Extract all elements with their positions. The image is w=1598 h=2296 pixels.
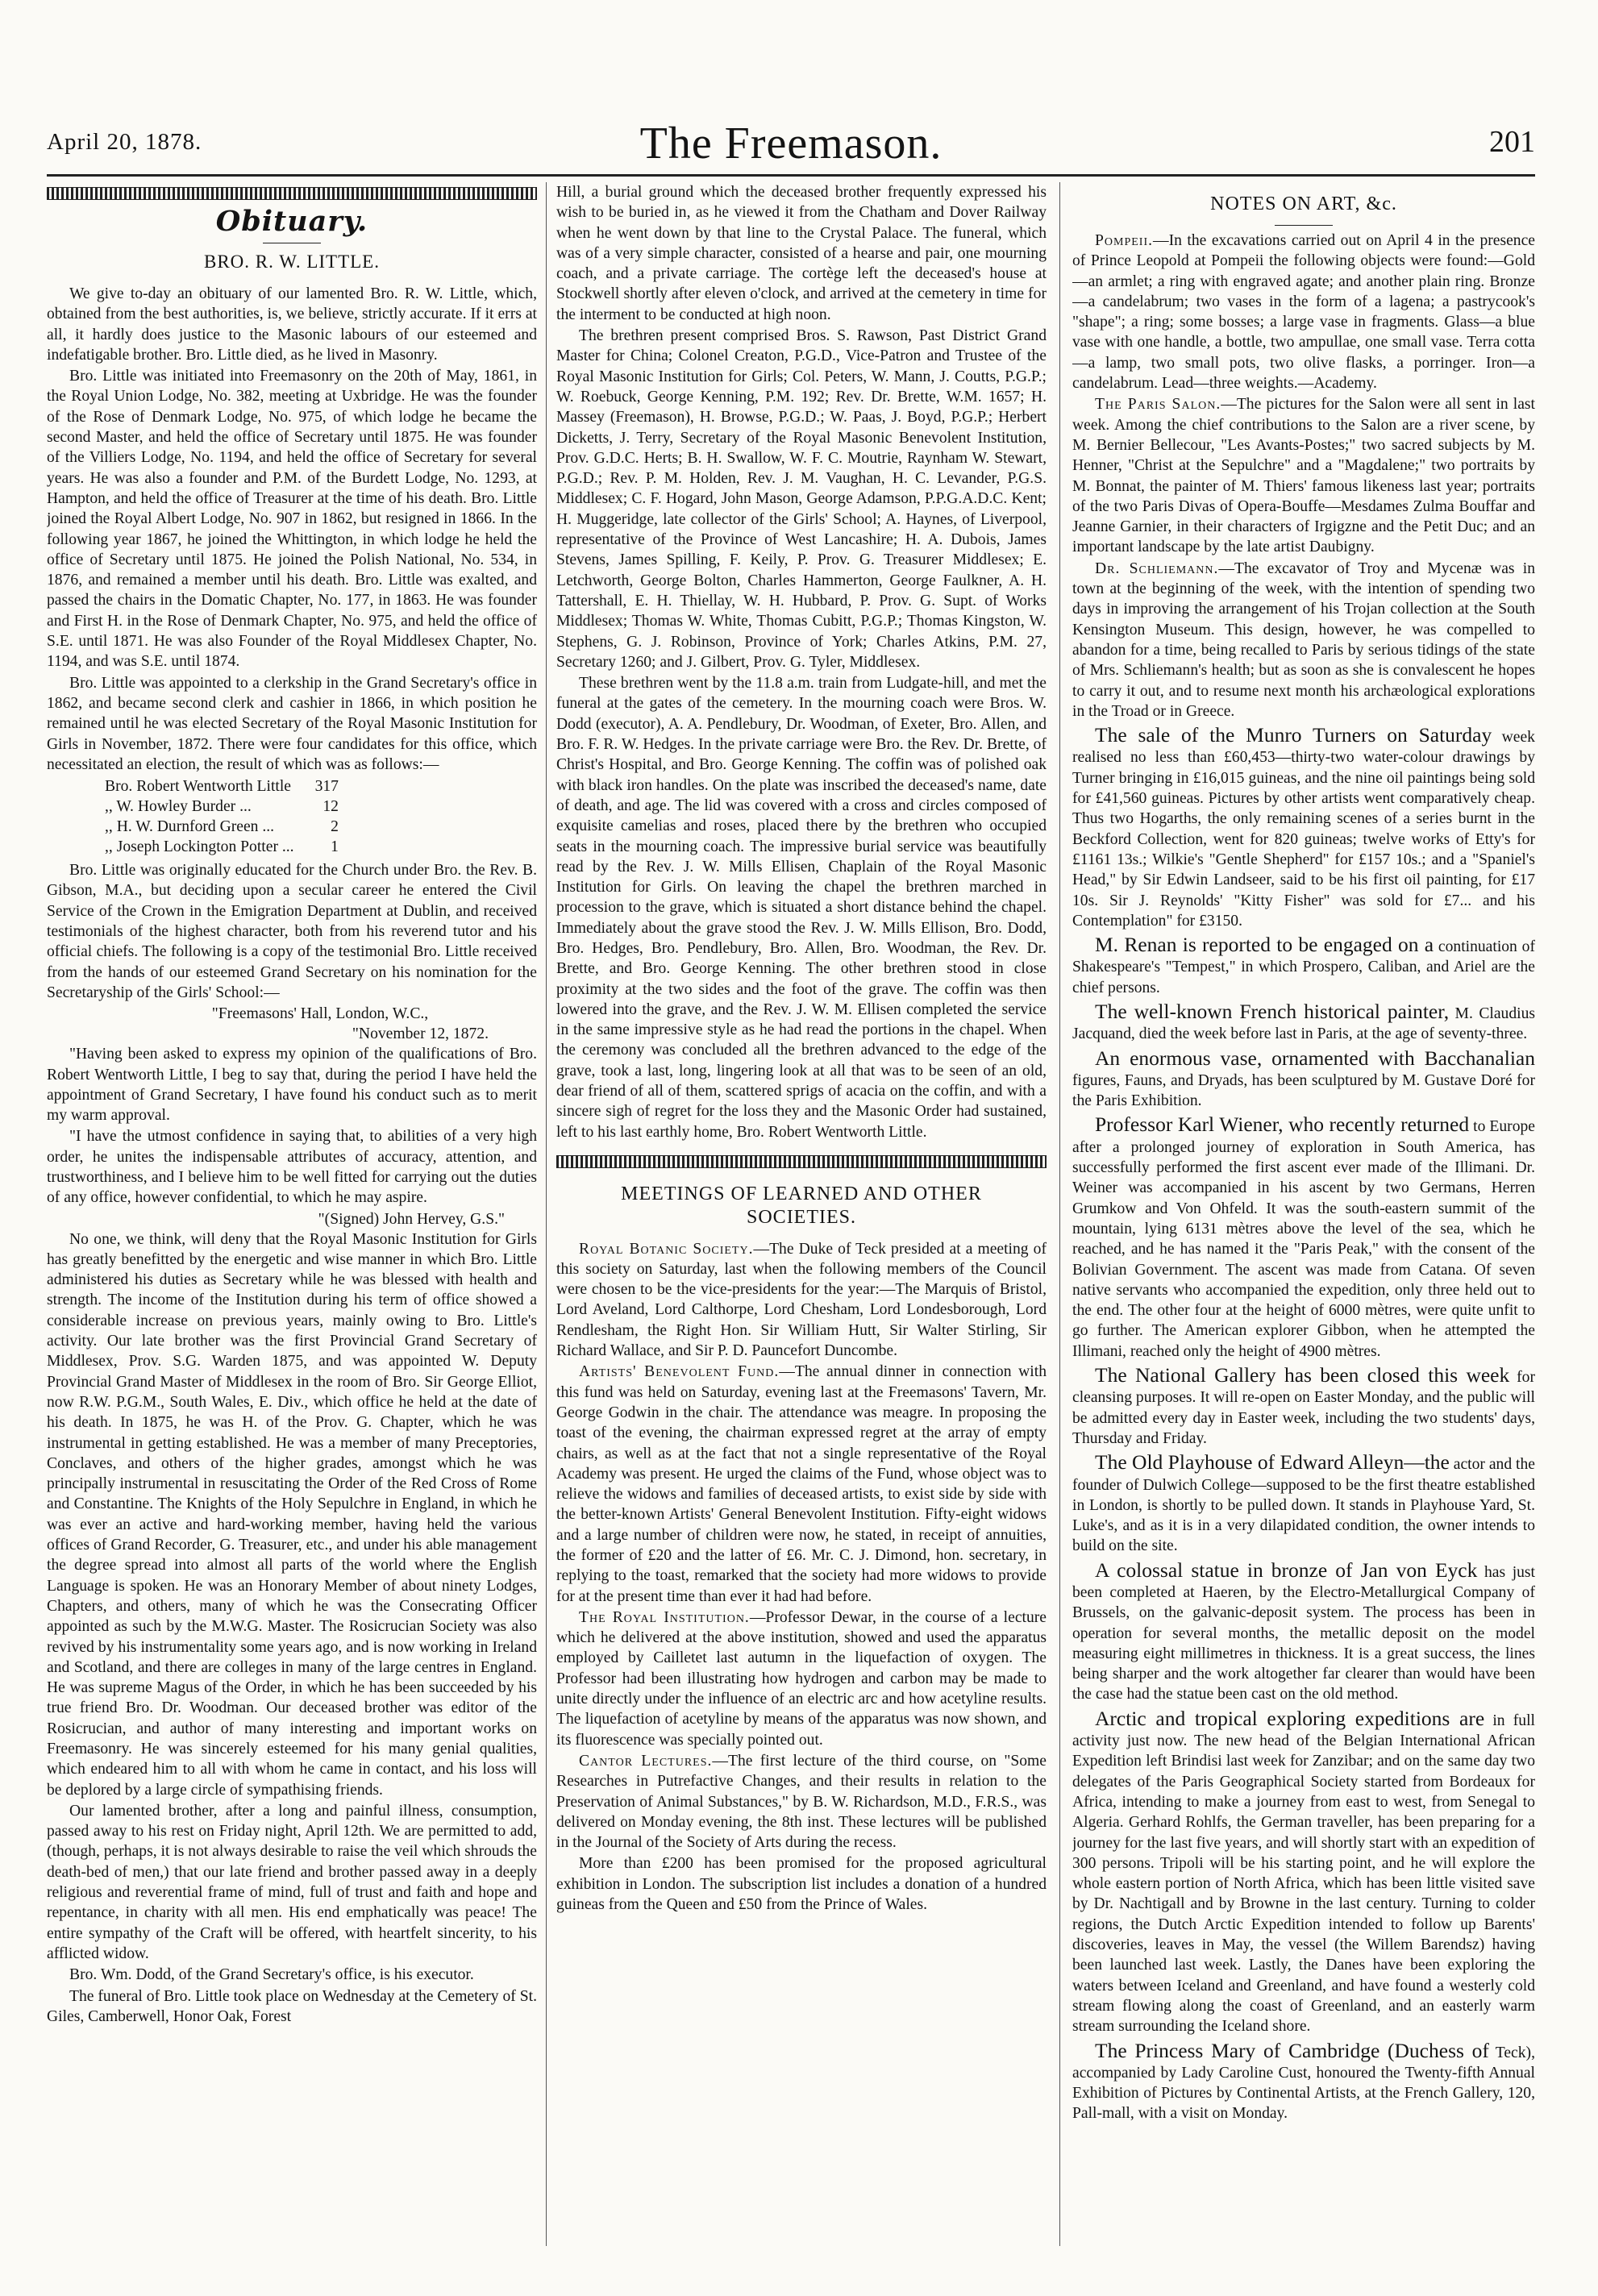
table-row (105, 837, 345, 857)
table-row (105, 817, 345, 837)
paragraph: Bro. Little was originally educated for the Church under Bro. the Rev. B. Gibson, M.A., but deciding upon a secular career he entered the Civil Service of the Crown in the Emigration Department at Dublin, and received testimonials of the highest character, both from his reverend tutor and his official chiefs. The following is a copy of the testimonial Bro. Little received from the hands of our esteemed Grand Secretary on his nomination for the Secretaryship of the Girls' School:— (47, 862, 537, 1001)
paragraph (1072, 2038, 1535, 2124)
paragraph-lead: Royal Botanic Society. (579, 1240, 754, 1258)
candidate-votes: 2 (331, 818, 339, 836)
paragraph-body: M. Claudius Jacquand, died the week before last in Paris, at the age of seventy-three. (1072, 1004, 1535, 1043)
table-row (105, 797, 345, 817)
obituary-heading: Obituary. (215, 205, 368, 238)
paragraph: More than £200 has been promised for the proposed agricultural exhibition in London. The subscription list includes a donation of a hundred guineas from the Queen and £50 from the Prince of Wales. (556, 1855, 1047, 1914)
paragraph (1072, 999, 1535, 1045)
column-obituary (47, 182, 537, 2230)
table-row (105, 776, 345, 797)
paragraph-lead: The Paris Salon. (1095, 396, 1221, 414)
paragraph (1072, 1706, 1535, 2037)
paragraph-body: —The annual dinner in connection with this fund was held on Saturday, evening last at the Freemasons' Tavern, Mr. George Godwin in the chair. The attendance was meagre. In proposing the toast of the evening, the chairman expressed regret at the array of empty chairs, as well as at the fact that not a single representative of the Royal Academy was present. He urged the claims of the Fund, whose object was to relieve the widows and families of deceased artists, to exist side by side with the better-known Artists' General Benevolent Institution. Fifty-eight widows and a large number of children were now, he stated, in receipt of annuities, the former of £20 and the latter of £6. Mr. C. J. Dimond, hon. secretary, in replying to the toast, remarked that the society had more widows to provide for at the present time than ever it had had before. (556, 1363, 1047, 1605)
paragraph-lead: Professor Karl Wiener, who recently returned (1095, 1113, 1470, 1137)
paragraph-body: has just been completed at Haeren, by the Electro-Metallurgical Company of Brussels, on the galvanic-deposit system. The process has been in operation for several months, the metallic deposit on the model measuring eight millimetres in thickness. It is a great success, the lines being sharper and the work altogether far clearer than would have been the case had the statue been cast on the old method. (1072, 1563, 1535, 1703)
masthead-rule (47, 174, 1535, 177)
candidate-votes: 12 (323, 798, 339, 816)
ornamental-rule (47, 187, 537, 200)
paragraph-body: week realised no less than £60,453—thirty-two water-colour drawings by Turner bringing in £16,015 guineas, and the nine oil paintings being sold for £41,560 guineas. Pictures by other artists went comparatively cheap. Thus two Hogarths, the only remaining scenes of a series burnt in the Beckford Collection, went for 820 guineas; twelve works of Etty's for £1161 13s.; Wilkie's "Gentle Shepherd" for £157 10s.; and a "Spaniel's Head," by Sir Edwin Landseer, said to be his first oil painting, for £17 10s. Sir J. Reynolds' "Kitty Fisher" was sold for £7... and his Contemplation" for £3150. (1072, 729, 1535, 930)
paragraph-lead: Pompeii. (1095, 232, 1154, 249)
paragraph-body: —The pictures for the Salon were all sent in last week. Among the chief contributions to the Salon are a river scene, by M. Bernier Bellecour, "Les Avants-Postes;" two sacred subjects by M. Henner, "Christ at the Sepulchre" and a "Magdalene;" two portraits by M. Bonnat, the painter of M. Thiers' famous likeness last year; portraits of the two Paris Divas of Opera-Bouffe—Mesdames Zulma Bouffar and Jeanne Garnier, in their characters of Irgigzne and the Petit Duc; and an important landscape by the late artist Daubigny. (1072, 396, 1535, 556)
paragraph (556, 1362, 1047, 1607)
paragraph-lead: The National Gallery has been closed this week (1095, 1363, 1510, 1387)
column-divider (1059, 182, 1060, 2246)
candidate-votes: 317 (314, 778, 339, 796)
societies-heading: MEETINGS OF LEARNED AND OTHER SOCIETIES. (621, 1183, 982, 1228)
paragraph-lead: The Old Playhouse of Edward Alleyn—the (1095, 1450, 1450, 1475)
paragraph (1072, 1450, 1535, 1556)
paragraph-lead: An enormous vase, ornamented with Bacchanalian (1095, 1046, 1535, 1070)
paragraph: These brethren went by the 11.8 a.m. train from Ludgate-hill, and met the funeral at the gates of the cemetery. In the mourning coach were Bros. W. Dodd (executor), A. A. Pendlebury, Dr. Woodman, of Exeter, Bro. Allen, and Bro. F. R. W. Hedges. In the private carriage were Bro. the Rev. Dr. Brette, of Christ's Hospital, and Bro. George Kenning. The coffin was of polished oak with black iron handles. On the plate was inscribed the deceased's name, date of death, and age. The lid was covered with a cross and circles composed of exquisite camelias and roses, placed there by the brethren who occupied seats in the mourning coach. The impressive burial service was beautifully read by the Rev. J. W. Mills Ellisen, Chaplain of the Royal Masonic Institution for Girls. On leaving the chapel the brethren marched in procession to the grave, which is situated a short distance behind the chapel. Immediately about the grave stood the Rev. J. W. Mills Ellison, Bro. Dodd, Bro. Hedges, Bro. Pendlebury, Bro. Allen, Bro. Woodman, the Rev. Dr. Brette, and Bro. George Kenning. The other brethren stood in close proximity at the two sides and the foot of the grave. The coffin was then lowered into the grave, and the Rev. J. W. M. Ellisen completed the service in the same impressive style as he had read the portions in the chapel. When the ceremony was concluded all the brethren advanced to the edge of the grave, took a last, long, lingering look at all that was to be seen of an old, dear friend of all of them, scattered sprigs of acacia on the coffin, and with a sincere sigh of regret for the loss they and the Masonic Order had sustained, left to his last earthly home, Bro. Robert Wentworth Little. (556, 675, 1047, 1141)
letter-date: "November 12, 1872. (352, 1025, 489, 1043)
paragraph-lead: The Royal Institution. (579, 1608, 750, 1626)
masthead (47, 0, 1535, 182)
candidate-name: ,, H. W. Durnford Green ... (105, 818, 275, 836)
candidate-name: ,, Joseph Lockington Potter ... (105, 838, 294, 856)
paragraph-body: actor and the founder of Dulwich College—supposed to be the first theatre established in London, is shortly to be pulled down. It stands in Playhouse Yard, St. Luke's, and as it is in a very dilapidated condition, the owner intends to build on the site. (1072, 1456, 1535, 1555)
paragraph-body: —The excavator of Troy and Mycenæ was in town at the beginning of the week, with the intention of spending two days in improving the arrangement of his Trojan collection at the South Kensington Museum. This design, however, he was compelled to abandon for a time, being recalled to Paris by serious tidings of the state of Mrs. Schliemann's health; but as soon as she is convalescent he hopes to carry it out, and to resume next month his archæological explorations in the Troad or in Greece. (1072, 559, 1535, 720)
paragraph: Bro. Little was initiated into Freemasonry on the 20th of May, 1861, in the Royal Union Lodge, No. 382, meeting at Uxbridge. He was the founder of the Rose of Denmark Lodge, No. 975, of which lodge he became the second Master, and held the office of Secretary until 1875. He was founder of the Villiers Lodge, No. 1194, and held the office of Secretary for several years. He was also a founder and P.M. of the Burdett Lodge, No. 1293, at Hampton, and held the office of Treasurer at the time of his death. Bro. Little joined the Royal Albert Lodge, No. 907 in 1862, but resigned in 1866. In the following year 1867, he joined the Whittington, in which lodge he held the office of Secretary until 1875. He joined the Polish National, No. 534, in 1876, and remained a member until his death. Bro. Little was exalted, and passed the chairs in the Domatic Chapter, No. 177, in 1863. He was founder and First H. in the Rose of Denmark Chapter, No. 975, and held the office of S.E. until 1871. He was also Founder of the Royal Middlesex Chapter, No. 1194, and was S.E. until 1874. (47, 368, 537, 671)
paragraph (1072, 231, 1535, 393)
column-divider (546, 182, 547, 2246)
paragraph-body: Teck), accompanied by Lady Caroline Cust, honoured the Twenty-fifth Annual Exhibition of Pictures by Continental Artists, at the French Gallery, 120, Pall-mall, with a visit on Monday. (1072, 2044, 1535, 2123)
paragraph: Bro. Wm. Dodd, of the Grand Secretary's office, is his executor. (69, 1966, 474, 1984)
short-rule (1275, 225, 1333, 226)
letter-address: "Freemasons' Hall, London, W.C., (211, 1005, 429, 1023)
paragraph (1072, 1558, 1535, 1705)
paragraph (556, 1608, 1047, 1750)
election-results-table (105, 776, 345, 857)
paragraph-lead: Arctic and tropical exploring expeditions are (1095, 1706, 1485, 1730)
paragraph (1072, 1112, 1535, 1362)
paragraph-lead: The Princess Mary of Cambridge (Duchess of (1095, 2038, 1489, 2062)
column-notes-on-art (1072, 182, 1535, 2230)
notes-on-art-heading: NOTES ON ART, &c. (1210, 193, 1397, 214)
paragraph: The funeral of Bro. Little took place on Wednesday at the Cemetery of St. Giles, Camberwell, Honor Oak, Forest (47, 1987, 537, 2025)
paragraph (1072, 559, 1535, 722)
paragraph (556, 1239, 1047, 1362)
column-funeral-and-societies (556, 182, 1047, 2230)
paragraph-body: —The first lecture of the third course, on "Some Researches in Putrefactive Changes, and their results in relation to the Preservation of Animal Substances," by B. W. Richardson, M.D., F.R.S., was delivered on Monday evening, the 8th inst. These lectures will be published in the Journal of the Society of Arts during the recess. (556, 1752, 1047, 1852)
paragraph: Hill, a burial ground which the deceased brother frequently expressed his wish to be buried in, as he viewed it from the Chatham and Dover Railway when he went down by that line to the Crystal Palace. The funeral, which was of a very simple character, consisted of a hearse and pair, one mourning coach, and a private carriage. The cortège left the deceased's house at Stockwell shortly after eleven o'clock, and arrived at the cemetery in time for the interment to be conducted at high noon. (556, 184, 1047, 323)
obituary-subheading: BRO. R. W. LITTLE. (204, 252, 380, 272)
candidate-name: ,, W. Howley Burder ... (105, 798, 252, 816)
paragraph: Bro. Little was appointed to a clerkship in the Grand Secretary's office in 1862, and became second clerk and cashier in 1866, in which position he remained until he was elected Secretary of the Royal Masonic Institution for Girls in November, 1872. There were four candidates for this office, which necessitated an election, the result of which was as follows:— (47, 674, 537, 773)
paragraph-lead: The sale of the Munro Turners on Saturday (1095, 723, 1492, 747)
paragraph: Our lamented brother, after a long and painful illness, consumption, passed away to his rest on Friday night, April 12th. We are permitted to add, (though, perhaps, it is not always desirable to raise the veil which shrouds the death-bed of men,) that our late friend and brother passed away in a deeply religious and reverential frame of mind, full of trust and faith and hope and repentance, in charity with all men. His end emphatically was peace! The entire sympathy of the Craft will be offered, with heartfelt sincerity, to his afflicted widow. (47, 1802, 537, 1962)
paragraph-body: in full activity just now. The new head of the Belgian International African Expedition left Brindisi last week for Zanzibar; and on the same day two delegates of the Paris Geographical Society started from Bordeaux for Africa, intending to make a journey from east to west, from Senegal to Algeria. Gerhard Rohlfs, the German traveller, has been preparing for a journey for the last five years, and will shortly start with an expedition of 300 persons. Tripoli will be his starting point, and he will explore the whole eastern portion of North Africa, which has been little visited save by Dr. Nachtigall and by Browne in the last century. Turning to colder regions, the Dutch Arctic Expedition intended to follow up Barents' discoveries, leaves in May, the vessel (the Willem Barendsz) having been launched last week. Lastly, the Danes have been exploring the waters between Iceland and Greenland, and have found a westerly cold stream flowing along the coast of Greenland, and an easterly warm stream surrounding the Iceland shore. (1072, 1712, 1535, 2036)
paragraph-body: continuation of Shakespeare's "Tempest," in which Prospero, Caliban, and Ariel are the chief persons. (1072, 938, 1535, 996)
paragraph (1072, 1362, 1535, 1449)
paragraph-lead: Artists' Benevolent Fund. (579, 1363, 780, 1381)
paragraph-body: to Europe after a prolonged journey of exploration in South America, has successfully performed the first ascent ever made of the Illimani. Dr. Weiner was accompanied in his ascent by two Germans, Herren Grumkow and Von Ohfeld. It was the south-eastern summit of the mountain, lying 6131 mètres above the level of the sea, which he reached, and he has named it the "Paris Peak," with the consent of the Bolivian Government. The ascent was made from Catana. Of seven native servants who accompanied the expedition, only three held out to the end. The other four at the height of 6000 mètres, were quite unfit to go further. The American explorer Gibbon, when he attempted the Illimani, reached only the height of 4900 mètres. (1072, 1118, 1535, 1360)
paragraph: "Having been asked to express my opinion of the qualifications of Bro. Robert Wentworth Little, I beg to say that, during the period I have held the appointment of Grand Secretary, I have found his conduct such as to merit my warm approval. (47, 1046, 537, 1125)
paragraph (1072, 722, 1535, 931)
paragraph-lead: The well-known French historical painter, (1095, 999, 1450, 1023)
paragraph-lead: M. Renan is reported to be engaged on a (1095, 933, 1434, 957)
newspaper-title: The Freemason. (639, 119, 943, 168)
ornamental-rule (556, 1155, 1047, 1168)
paragraph (1072, 394, 1535, 557)
paragraph-lead: Cantor Lectures. (579, 1752, 713, 1770)
paragraph: We give to-day an obituary of our lamented Bro. R. W. Little, which, obtained from the best authorities, is, we believe, strictly accurate. If it errs at all, it hardly does justice to the Masonic labours of our esteemed and indefatigable brother. Bro. Little died, as he lived in Masonry. (47, 285, 537, 364)
paragraph (556, 1751, 1047, 1853)
issue-date: April 20, 1878. (47, 129, 202, 155)
paragraph-lead: Dr. Schliemann. (1095, 559, 1219, 577)
paragraph-body: —Professor Dewar, in the course of a lecture which he delivered at the above institution, showed and used the apparatus employed by Cailletet last autumn in the liquefaction of oxygen. The Professor had been illustrating how hydrogen and carbon may be made to unite directly under the influence of an electric arc and how acetyline results. The liquefaction of acetyline by means of the apparatus was now shown, and its fluorescence was specially pointed out. (556, 1608, 1047, 1749)
paragraph: The brethren present comprised Bros. S. Rawson, Past District Grand Master for China; Colonel Creaton, P.G.D., Vice-Patron and Trustee of the Royal Masonic Institution for Girls; Col. Peters, W. Mann, J. Coutts, P.G.P.; W. Roebuck, George Kenning, P.M. 192; Rev. Dr. Brette, W.M. 1657; H. Massey (Freemason), H. Browse, P.G.D.; W. Paas, J. Boyd, P.G.P.; Herbert Dicketts, J. Terry, Secretary of the Royal Masonic Benevolent Institution, Prov. G.D.C. Herts; B. H. Swallow, W. F. C. Moutrie, Raynham W. Stewart, P.G.D.; Rev. P. M. Holden, Rev. J. M. Vaughan, H. C. Levander, P.G.S. Middlesex; C. F. Hogard, John Mason, George Adamson, P.P.G.A.D.C. Kent; H. Muggeridge, late collector of the Girls' School; A. Haynes, of Liverpool, representative of the Province of West Lancashire; H. A. Dubois, James Stevens, James Spilling, F. Keily, P. Prov. G. Treasurer Middlesex; E. Letchworth, George Bolton, Charles Hammerton, George Faulkner, A. H. Tattershall, E. H. Thiellay, W. H. Hubbard, P. Prov. G. Supt. of Works Middlesex; Thomas W. White, Thomas Cubitt, P.G.P.; Thomas Kingston, W. Stephens, G. J. Robinson, Province of York; Charles Atkins, P.M. 27, Secretary 1260; and J. Gilbert, Prov. G. Tyler, Middlesex. (556, 327, 1047, 671)
candidate-name: Bro. Robert Wentworth Little (105, 778, 291, 796)
paragraph-body: —In the excavations carried out on April 4 in the presence of Prince Leopold at Pompeii the following objects were found:—Gold—an armlet; a ring with engraved agate; and another plain ring. Bronze—a candelabrum; two vases in the form of a lagena; a pastrycook's "shape"; a ring; some bosses; a large vase in fragments. Glass—a blue vase with one handle, a bottle, two ampullae, one small vase. Terra cotta—a lamp, two small pots, two olive flasks, a porringer. Iron—a candelabrum. Lead—three weights.—Academy. (1072, 232, 1535, 393)
letter-signature: "(Signed) John Hervey, G.S." (318, 1210, 505, 1228)
paragraph-body: figures, Fauns, and Dryads, has been sculptured by M. Gustave Doré for the Paris Exhibition. (1072, 1071, 1535, 1110)
page-number: 201 (1489, 125, 1535, 159)
paragraph: No one, we think, will deny that the Royal Masonic Institution for Girls has greatly benefitted by the energetic and wise manner in which Bro. Little administered his duties as Secretary while he was blessed with health and strength. The income of the Institution during his term of office showed a considerable increase on previous years, mainly owing to Bro. Little's activity. Our late brother was the first Provincial Grand Secretary of Middlesex, Prov. S.G. Warden 1875, and was appointed W. Deputy Provincial Grand Master of Middlesex in the room of Bro. Sir George Elliot, now R.W. P.G.M., South Wales, E. Div., which office he held at the date of his death. In 1875, he was H. of the Prov. G. Chapter, which he was instrumental in getting established. He was a member of many Preceptories, Conclaves, and others of the higher grades, amongst which he was principally instrumental in resuscitating the Order of the Red Cross of Rome and Constantine. The Knights of the Holy Sepulchre in England, in which he was ever an active and hard-working member, having held the various offices of Grand Recorder, G. Treasurer, etc., and under his able management the degree spread into almost all parts of the world where the English Language is spoken. He was an Honorary Member of about ninety Lodges, Chapters, and others, many of which he was the Consecrating Officer appointed as such by the M.W.G. Master. The Rosicrucian Society was also revived by his instrumentality some years ago, and is now working in Ireland and Scotland, and there are colleges in many of the large centres in England. He was supreme Magus of the Order, in which he has been succeeded by his true friend Bro. Dr. Woodman. Our deceased brother was editor of the Rosicrucian, and author of many interesting and important works on Freemasonry. He was sincerely esteemed for his many genial qualities, which endeared him to all with whom he came in contact, and his loss will be deplored by a large circle of sympathising friends. (47, 1230, 537, 1799)
paragraph-body: —The Duke of Teck presided at a meeting of this society on Saturday, last when the following members of the Council were chosen to be the vice-presidents for the year:—The Marquis of Bristol, Lord Aveland, Lord Calthorpe, Lord Chesham, Lord Londesborough, Lord Rendlesham, the Right Hon. Sir William Hutt, Sir Walter Stirling, Sir Richard Wallace, and Sir P. D. Pauncefort Duncombe. (556, 1240, 1047, 1360)
paragraph: "I have the utmost confidence in saying that, to abilities of a very high order, he unites the indispensable attributes of accuracy, attention, and trustworthiness, and I believe him to be well fitted for carrying out the duties of any office, however confidential, to which he may aspire. (47, 1128, 537, 1207)
paragraph-body: for cleansing purposes. It will re-open on Easter Monday, and the public will be admitted every day in Easter week, including the two students' days, Thursday and Friday. (1072, 1369, 1535, 1447)
candidate-votes: 1 (331, 838, 339, 856)
paragraph-lead: A colossal statue in bronze of Jan von Eyck (1095, 1558, 1478, 1582)
paragraph (1072, 932, 1535, 998)
paragraph (1072, 1046, 1535, 1112)
